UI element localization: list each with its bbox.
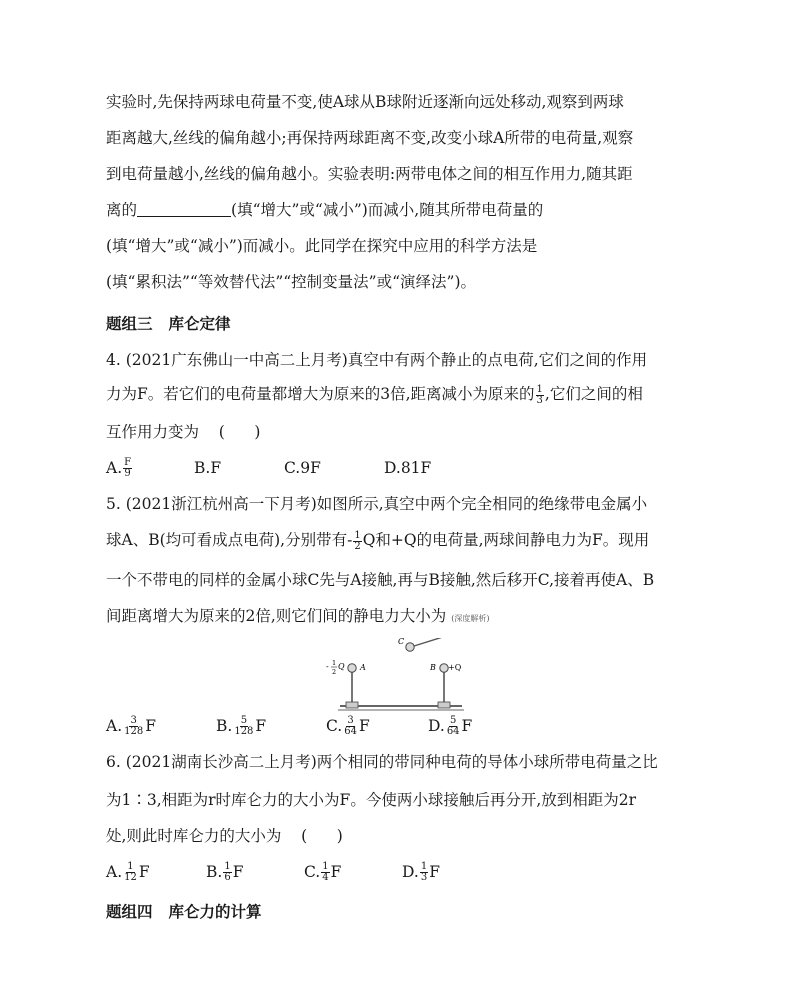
question-4-line: 互作用力变为 ( ): [106, 423, 261, 441]
fraction: $\frac{1}{3}$: [536, 383, 543, 406]
paragraph-text: (填“增大”或“减小”)而减小,随其所带电荷量的: [231, 201, 544, 219]
left-stand-foot: [346, 702, 358, 708]
label-half-den: 2: [332, 668, 337, 676]
ball-c: [406, 643, 414, 651]
right-stand-foot: [438, 702, 450, 708]
question-5-line: 5. (2021浙江杭州高一下月考)如图所示,真空中两个完全相同的绝缘带电金属小: [106, 495, 648, 513]
choice-b[interactable]: B. $\frac{1}{6}$ F: [206, 860, 244, 883]
section-name: 库仑力的计算: [168, 903, 262, 921]
section-heading: [106, 314, 231, 334]
question-5-choices: [106, 712, 506, 740]
question-5-line: [106, 530, 649, 552]
label-b: B: [430, 663, 436, 672]
question-5-line: [106, 606, 489, 629]
paragraph-text: 离的: [106, 201, 138, 219]
question-text: ,它们之间的相: [544, 385, 643, 403]
question-6-line: 为1∶3,相距为r时库仑力的大小为F。今使两小球接触后再分开,放到相距为2r: [106, 791, 637, 809]
label-c: C: [398, 638, 405, 646]
deep-analysis-tag[interactable]: (深度解析): [451, 614, 490, 623]
label-minus: -: [326, 662, 329, 671]
fraction: $\frac{1}{3}$: [420, 860, 428, 883]
section-title: 题组四: [106, 903, 153, 921]
question-6-choices: [106, 858, 506, 886]
choice-d[interactable]: D. $\frac{5}{64}$ F: [428, 714, 473, 737]
paragraph-line: [106, 200, 543, 220]
paragraph-line: (填“累积法”“等效替代法”“控制变量法”或“演绎法”)。: [106, 273, 476, 291]
choice-c[interactable]: C. $\frac{3}{64}$ F: [326, 714, 370, 737]
choice-a[interactable]: A. $\frac{1}{12}$ F: [106, 860, 150, 883]
section-heading: [106, 902, 262, 922]
choice-c[interactable]: C. 9F: [284, 459, 321, 477]
paragraph-line: (填“增大”或“减小”)而减小。此同学在探究中应用的科学方法是: [106, 237, 538, 255]
choice-a[interactable]: A. $\frac{F}{9}$: [106, 456, 132, 479]
section-title: 题组三: [106, 315, 153, 333]
fraction: $\frac{1}{4}$: [322, 860, 329, 883]
choice-c[interactable]: C. $\frac{1}{4}$ F: [304, 860, 342, 883]
question-4-line: [106, 384, 643, 406]
label-plus-q: +Q: [448, 663, 462, 672]
question-text: Q和+Q的电荷量,两球间静电力为F。现用: [362, 531, 650, 549]
fraction: $\frac{1}{12}$: [124, 860, 137, 883]
fraction: $\frac{3}{64}$: [344, 714, 357, 737]
paragraph-line: 实验时,先保持两球电荷量不变,使A球从B球附近逐渐向远处移动,观察到两球: [106, 93, 624, 111]
question-4-line: 4. (2021广东佛山一中高二上月考)真空中有两个静止的点电荷,它们之间的作用: [106, 351, 648, 369]
section-name: 库仑定律: [168, 315, 231, 333]
fraction: $\frac{1}{6}$: [224, 860, 231, 883]
ball-a: [348, 664, 356, 672]
choice-a[interactable]: A. $\frac{3}{128}$ F: [106, 714, 156, 737]
question-text: 球A、B(均可看成点电荷),分别带有-: [106, 531, 353, 549]
fraction: $\frac{3}{128}$: [124, 714, 144, 737]
paragraph-line: 距离越大,丝线的偏角越小;再保持两球距离不变,改变小球A所带的电荷量,观察: [106, 129, 634, 147]
answer-blank[interactable]: [137, 202, 231, 217]
paragraph-line: 到电荷量越小,丝线的偏角越小。实验表明:两带电体之间的相互作用力,随其距: [106, 165, 633, 183]
charge-figure: [322, 638, 472, 718]
choice-d[interactable]: D. $\frac{1}{3}$ F: [402, 860, 440, 883]
fraction: $\frac{1}{2}$: [354, 529, 361, 552]
question-5-line: 一个不带电的同样的金属小球C先与A接触,再与B接触,然后移开C,接着再使A、B: [106, 571, 655, 589]
question-4-choices: [106, 454, 506, 482]
apparatus-diagram: [322, 638, 472, 718]
ball-c-handle: [414, 638, 446, 646]
question-6-line: 6. (2021湖南长沙高二上月考)两个相同的带同种电荷的导体小球所带电荷量之比: [106, 753, 658, 771]
choice-b[interactable]: B. $\frac{5}{128}$ F: [216, 714, 267, 737]
choice-d[interactable]: D. 81F: [384, 459, 432, 477]
fraction: $\frac{5}{64}$: [446, 714, 460, 737]
question-text: 间距离增大为原来的2倍,则它们间的静电力大小为: [106, 607, 447, 625]
label-q: Q: [338, 662, 345, 671]
label-a: A: [360, 663, 366, 672]
choice-b[interactable]: B. F: [194, 459, 222, 477]
fraction: $\frac{5}{128}$: [234, 714, 254, 737]
question-text: 力为F。若它们的电荷量都增大为原来的3倍,距离减小为原来的: [106, 385, 535, 403]
question-6-line: 处,则此时库仑力的大小为 ( ): [106, 827, 343, 845]
fraction: $\frac{F}{9}$: [124, 456, 132, 479]
label-half-num: 1: [332, 659, 337, 667]
ball-b: [440, 664, 448, 672]
